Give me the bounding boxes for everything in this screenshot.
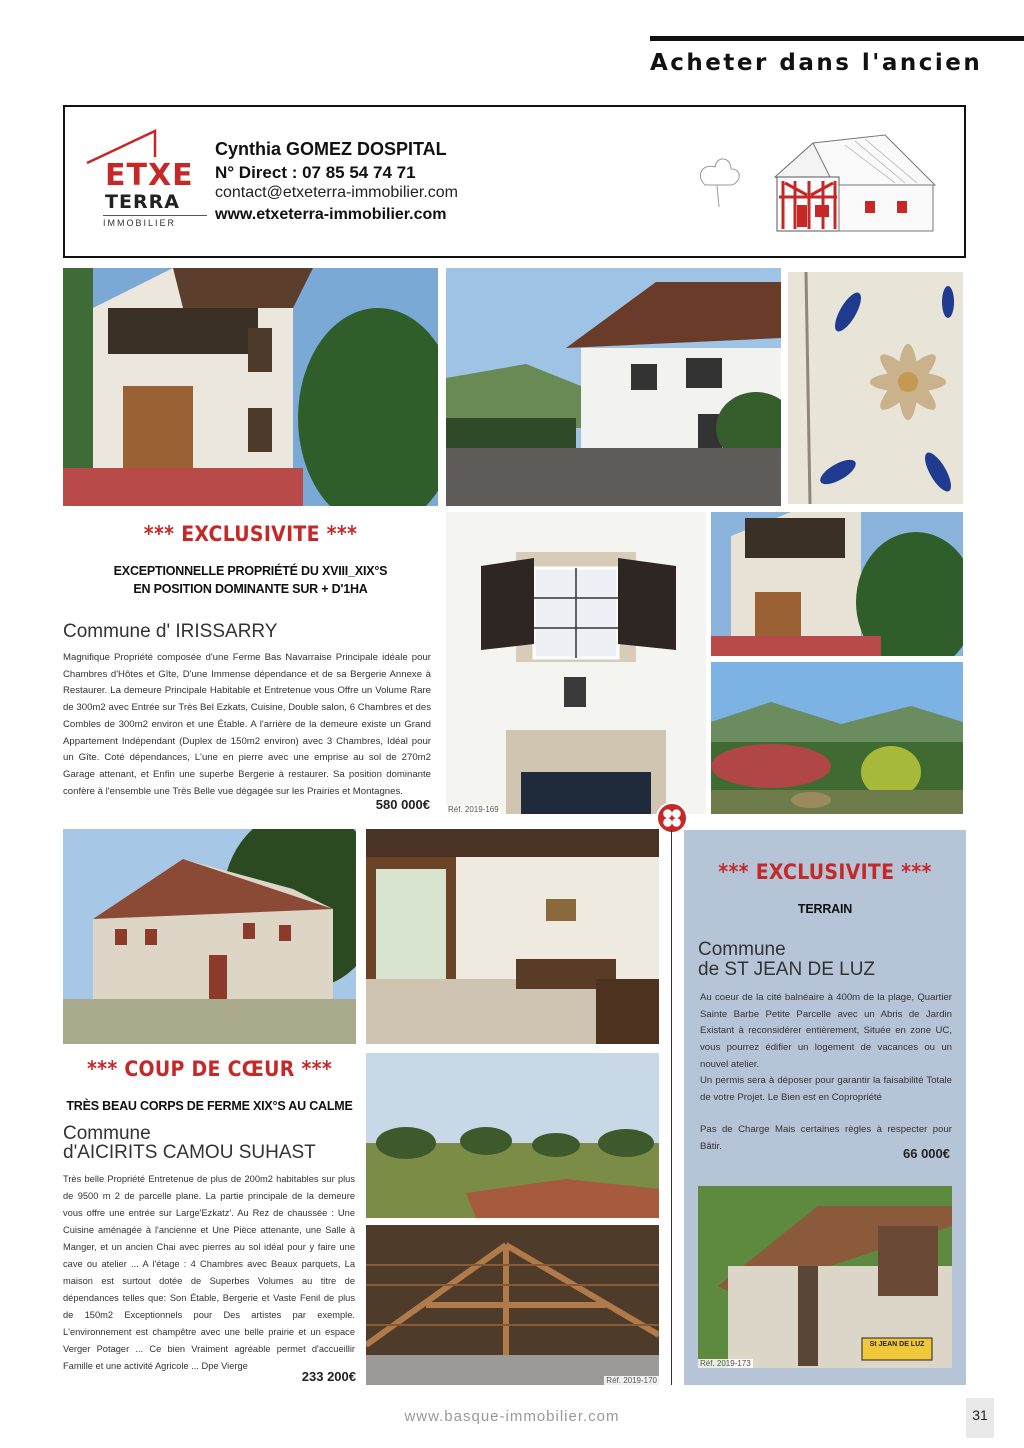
agent-website[interactable]: www.etxeterra-immobilier.com bbox=[215, 206, 447, 223]
photo-irissarry-house-view bbox=[446, 268, 781, 506]
photo-aicirits-barn-roof bbox=[366, 1225, 659, 1385]
agency-logo bbox=[85, 127, 194, 232]
header-rule bbox=[650, 36, 1024, 41]
listing3-headline: TERRAIN bbox=[797, 902, 853, 916]
listing3-note: Pas de Charge Mais certaines règles à respecter pour Bâtir. bbox=[700, 1124, 952, 1152]
listing2-badge: *** COUP DE CŒUR *** bbox=[86, 1057, 333, 1081]
logo-tag: IMMOBILIER bbox=[103, 215, 207, 228]
photo-aicirits-interior bbox=[366, 829, 659, 1044]
photo-aicirits-farmhouse bbox=[63, 829, 356, 1044]
footer-url[interactable]: www.basque-immobilier.com bbox=[404, 1408, 620, 1425]
listing1-badge: *** EXCLUSIVITE *** bbox=[143, 522, 358, 546]
listing1-price: 580 000€ bbox=[375, 797, 430, 812]
section-title: Acheter dans l'ancien bbox=[650, 50, 983, 76]
listing1-headline-1: EXCEPTIONNELLE PROPRIÉTÉ DU XVIII_XIX°S bbox=[113, 564, 388, 578]
column-divider bbox=[671, 830, 672, 1385]
listing1-description: Magnifique Propriété composée d'une Ferme Bas Navarraise Principale idéale pour Chambres d'Hôtes et Gîte, D'une Immense dépendance et de sa Bergerie Annexe à Restaurer. La demeure Principale Habitable et Entretenue vous Offre un Volume Rare de 300m2 avec Entrée sur Très Bel Ezkats, Cuisine, Double salon, 6 Chambres et des Combles de 300m2 environ et une Étable. A l'arrière de la demeure existe un Grand Appartement Indépendant (Duplex de 150m2 environ) avec 3 Chambres, Idéal pour un Gîte. Coté dépendances, L'une en pierre avec une emprise au sol de 270m2 Garage attenant, et Enfin une superbe Bergerie à restaurer. Sa position dominante confère à l'ensemble une Très Belle vue dégagée sur les Prairies et Montagnes. bbox=[63, 652, 431, 797]
listing3-ref: Réf. 2019-173 bbox=[700, 1359, 751, 1368]
listing2-commune-2: d'AICIRITS CAMOU SUHAST bbox=[63, 1142, 316, 1163]
listing2-headline: TRÈS BEAU CORPS DE FERME XIX°S AU CALME bbox=[66, 1099, 353, 1113]
listing3-commune-2: de ST JEAN DE LUZ bbox=[698, 959, 876, 980]
agent-phone[interactable]: N° Direct : 07 85 54 74 71 bbox=[215, 163, 416, 182]
listing3-badge: *** EXCLUSIVITE *** bbox=[718, 860, 932, 884]
house-sketch-illustration bbox=[685, 125, 940, 237]
listing3-description-2: Un permis sera à déposer pour garantir la faisabilité Totale de votre Projet. Le Bien est en Copropriété bbox=[700, 1075, 952, 1103]
agent-name: Cynthia GOMEZ DOSPITAL bbox=[215, 139, 447, 159]
listing1-headline-2: EN POSITION DOMINANTE SUR + D'1HA bbox=[133, 582, 368, 596]
logo-sub: TERRA bbox=[105, 191, 180, 213]
listing1-commune: Commune d' IRISSARRY bbox=[63, 621, 278, 642]
photo-irissarry-tiles bbox=[788, 272, 963, 504]
photo-stjeandeluz-shed bbox=[698, 1186, 952, 1368]
listing1-ref: Réf. 2019-169 bbox=[448, 805, 499, 814]
terrain-listing-panel bbox=[684, 830, 966, 1385]
listing2-price: 233 200€ bbox=[301, 1369, 356, 1384]
listing2-description: Très belle Propriété Entretenue de plus de 200m2 habitables sur plus de 9500 m 2 de parcelle plane. La partie principale de la demeure vous offre une entrée sur Large'Ezkatz'. Au Rez de chaussée : Une Cuisine aménagée à l'ancienne et Une Pièce attenante, une Salle à Manger, et un ancien Chai avec pierres au sol idéal pour y faire une cave ou atelier ... A l'étage : 4 Chambres avec Beaux parquets, La maison est surtout dotée de Superbes Volumes au titre de dépendances telles que: Son Étable, Bergerie et Vaste Fenil de plus de 150m2 Exceptionnels pour Des artistes par exemple. L'environnement est champêtre avec une belle prairie et un espace Verger Potager ... Ce bien Vraiment agréable permet d'accueillir Famille et une activité Agricole ... Dpe Vierge bbox=[63, 1174, 355, 1371]
listing3-commune-1: Commune bbox=[698, 939, 786, 960]
photo-irissarry-facade-small bbox=[711, 512, 963, 656]
page-number: 31 bbox=[972, 1407, 988, 1423]
photo-irissarry-facade bbox=[63, 268, 438, 506]
listing2-ref: Réf. 2019-170 bbox=[606, 1376, 657, 1385]
listing3-description: Au coeur de la cité balnéaire à 400m de la plage, Quartier Sainte Barbe Petite Parcelle avec un Abris de Jardin Existant à reconsidérer entièrement, Située en zone UC, vous pourrez édifier un logement de vacances ou un nouvel atelier. bbox=[700, 992, 952, 1070]
photo-irissarry-landscape bbox=[711, 662, 963, 814]
logo-main: ETXE bbox=[105, 158, 194, 193]
listing3-sign: St JEAN DE LUZ bbox=[869, 1341, 925, 1348]
photo-irissarry-window bbox=[446, 512, 706, 814]
photo-aicirits-meadow bbox=[366, 1053, 659, 1218]
listing2-commune-1: Commune bbox=[63, 1123, 151, 1144]
listing3-price: 66 000€ bbox=[903, 1146, 950, 1161]
agency-contact-box bbox=[63, 105, 966, 258]
agent-email[interactable]: contact@etxeterra-immobilier.com bbox=[215, 184, 458, 201]
